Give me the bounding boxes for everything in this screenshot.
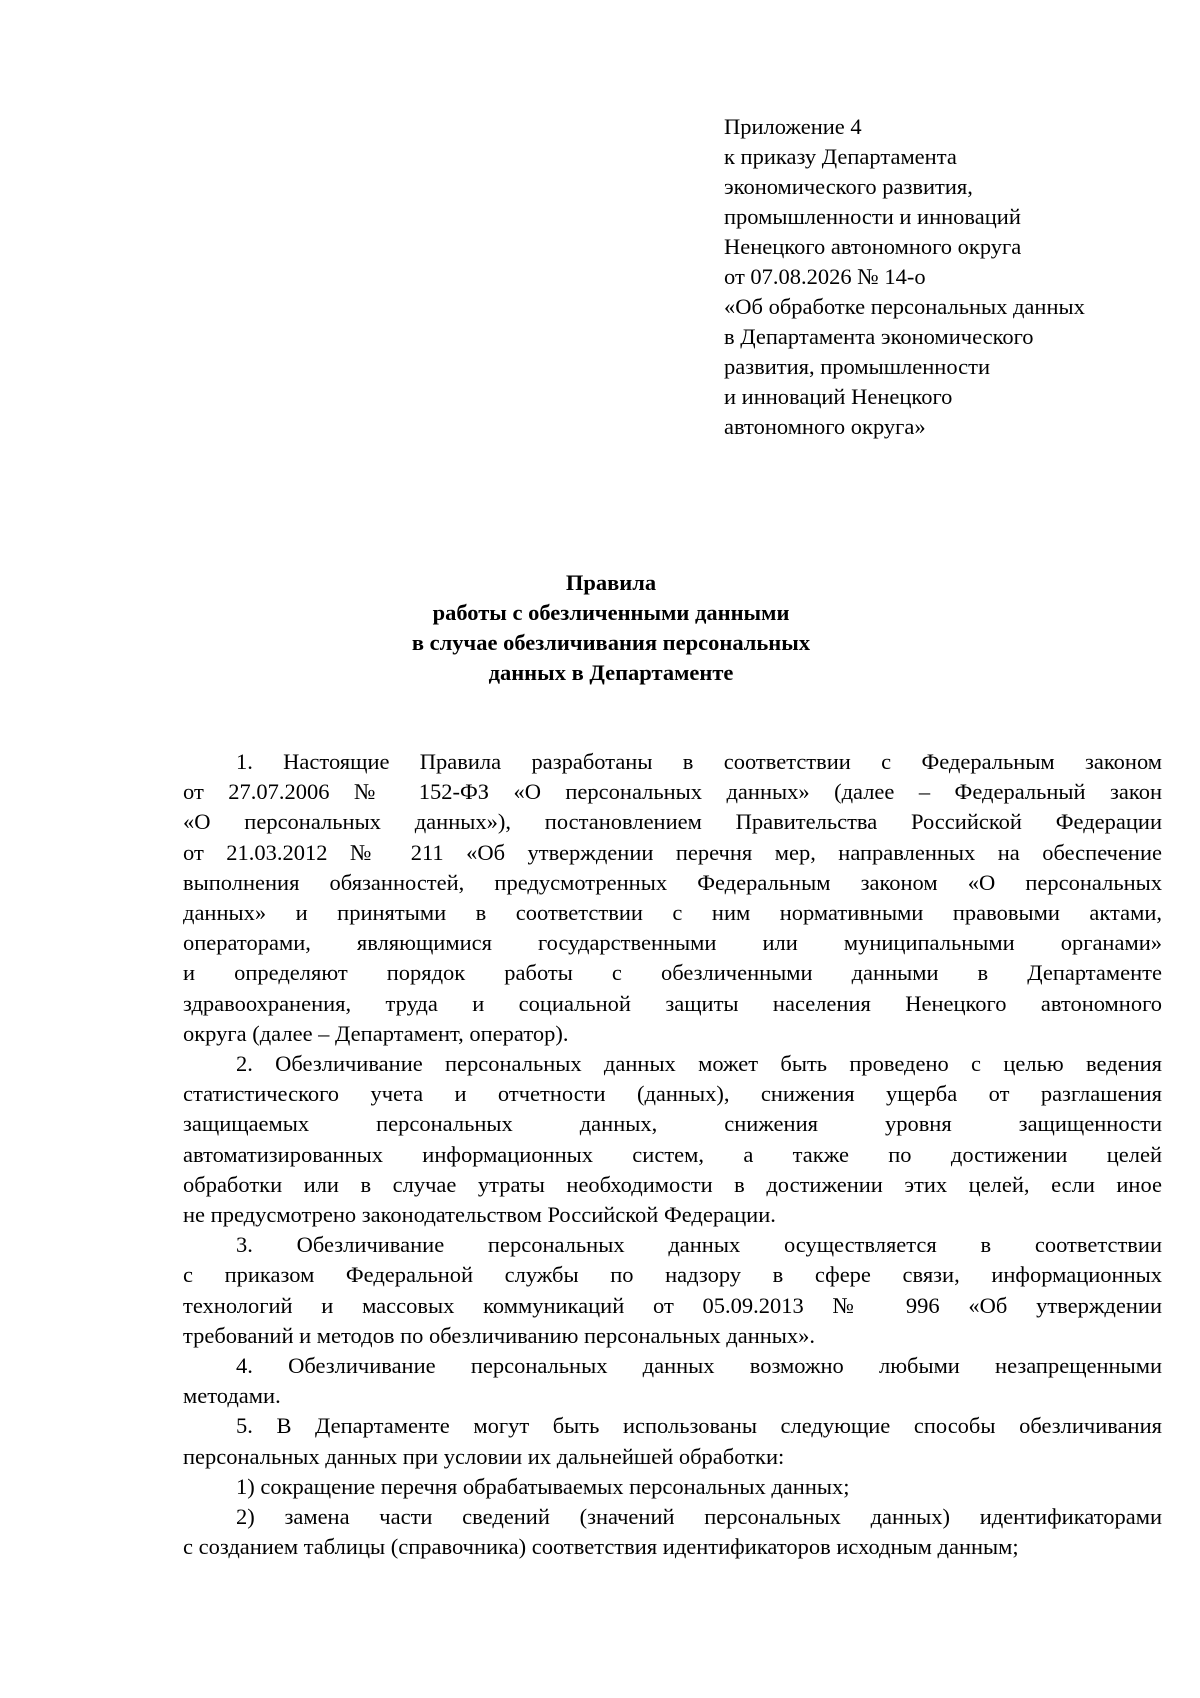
title-line: данных в Департаменте — [488, 660, 734, 685]
annex-line: в Департамента экономического — [724, 324, 1034, 349]
text-line: 4. Обезличивание персональных данных возможно любыми незапрещенными — [236, 1353, 1162, 1379]
text-line: и определяют порядок работы с обезличенными данными в Департаменте — [183, 960, 1162, 986]
text-line: «О персональных данных»), постановлением Правительства Российской Федерации — [183, 809, 1162, 835]
text-line: методами. — [183, 1383, 281, 1409]
text-line: требований и методов по обезличиванию персональных данных». — [183, 1322, 816, 1348]
text-line: от 21.03.2012 № 211 «Об утверждении перечня мер, направленных на обеспечение — [183, 839, 1162, 865]
title-line: в случае обезличивания персональных — [411, 630, 811, 655]
annex-line: промышленности и инноваций — [724, 204, 1021, 229]
annex-header — [724, 112, 1184, 442]
annex-line: экономического развития, — [724, 174, 973, 199]
title-line: Правила — [565, 570, 657, 595]
text-line: не предусмотрено законодательством Российской Федерации. — [183, 1202, 776, 1228]
document-title — [180, 568, 1042, 688]
text-line: округа (далее – Департамент, оператор). — [183, 1020, 569, 1046]
text-line: с созданием таблицы (справочника) соответствия идентификаторов исходным данным; — [183, 1534, 1019, 1560]
text-line: автоматизированных информационных систем, а также по достижении целей — [183, 1141, 1162, 1167]
text-line: статистического учета и отчетности (данных), снижения ущерба от разглашения — [183, 1081, 1162, 1107]
annex-line: развития, промышленности — [724, 354, 991, 379]
text-line: 2. Обезличивание персональных данных может быть проведено с целью ведения — [236, 1051, 1162, 1077]
paragraph-2 — [183, 1049, 1162, 1230]
text-line: данных» и принятыми в соответствии с ним нормативными правовыми актами, — [183, 900, 1162, 926]
text-line: от 27.07.2006 № 152-ФЗ «О персональных данных» (далее – Федеральный закон — [183, 779, 1162, 805]
annex-line: от 07.08.2026 № 14-о — [724, 264, 926, 289]
text-line: 2) замена части сведений (значений персональных данных) идентификаторами — [236, 1504, 1162, 1530]
text-line: операторами, являющимися государственными или муниципальными органами» — [183, 930, 1162, 956]
text-line: 1) сокращение перечня обрабатываемых персональных данных; — [236, 1473, 850, 1499]
text-line: здравоохранения, труда и социальной защиты населения Ненецкого автономного — [183, 990, 1162, 1016]
annex-line: Ненецкого автономного округа — [724, 234, 1022, 259]
title-line: работы с обезличенными данными — [432, 600, 790, 625]
annex-line: Приложение 4 — [724, 114, 862, 139]
text-line: 5. В Департаменте могут быть использованы следующие способы обезличивания — [236, 1413, 1162, 1439]
document-body — [183, 747, 1162, 1562]
paragraph-4 — [183, 1351, 1162, 1411]
text-line: обработки или в случае утраты необходимости в достижении этих целей, если иное — [183, 1171, 1162, 1197]
text-line: 3. Обезличивание персональных данных осуществляется в соответствии — [236, 1232, 1162, 1258]
text-line: персональных данных при условии их дальнейшей обработки: — [183, 1443, 785, 1469]
annex-line: к приказу Департамента — [724, 144, 957, 169]
annex-line: и инноваций Ненецкого — [724, 384, 953, 409]
text-line: технологий и массовых коммуникаций от 05.09.2013 № 996 «Об утверждении — [183, 1292, 1162, 1318]
text-line: с приказом Федеральной службы по надзору в сфере связи, информационных — [183, 1262, 1162, 1288]
paragraph-3 — [183, 1230, 1162, 1351]
annex-line: автономного округа» — [724, 414, 926, 439]
paragraph-1 — [183, 747, 1162, 1049]
list-item-2 — [183, 1502, 1162, 1562]
text-line: 1. Настоящие Правила разработаны в соответствии с Федеральным законом — [236, 749, 1162, 774]
annex-line: «Об обработке персональных данных — [724, 294, 1085, 319]
text-line: выполнения обязанностей, предусмотренных Федеральным законом «О персональных — [183, 869, 1162, 895]
paragraph-5 — [183, 1411, 1162, 1471]
list-item-1 — [183, 1472, 1162, 1502]
text-line: защищаемых персональных данных, снижения уровня защищенности — [183, 1111, 1162, 1137]
